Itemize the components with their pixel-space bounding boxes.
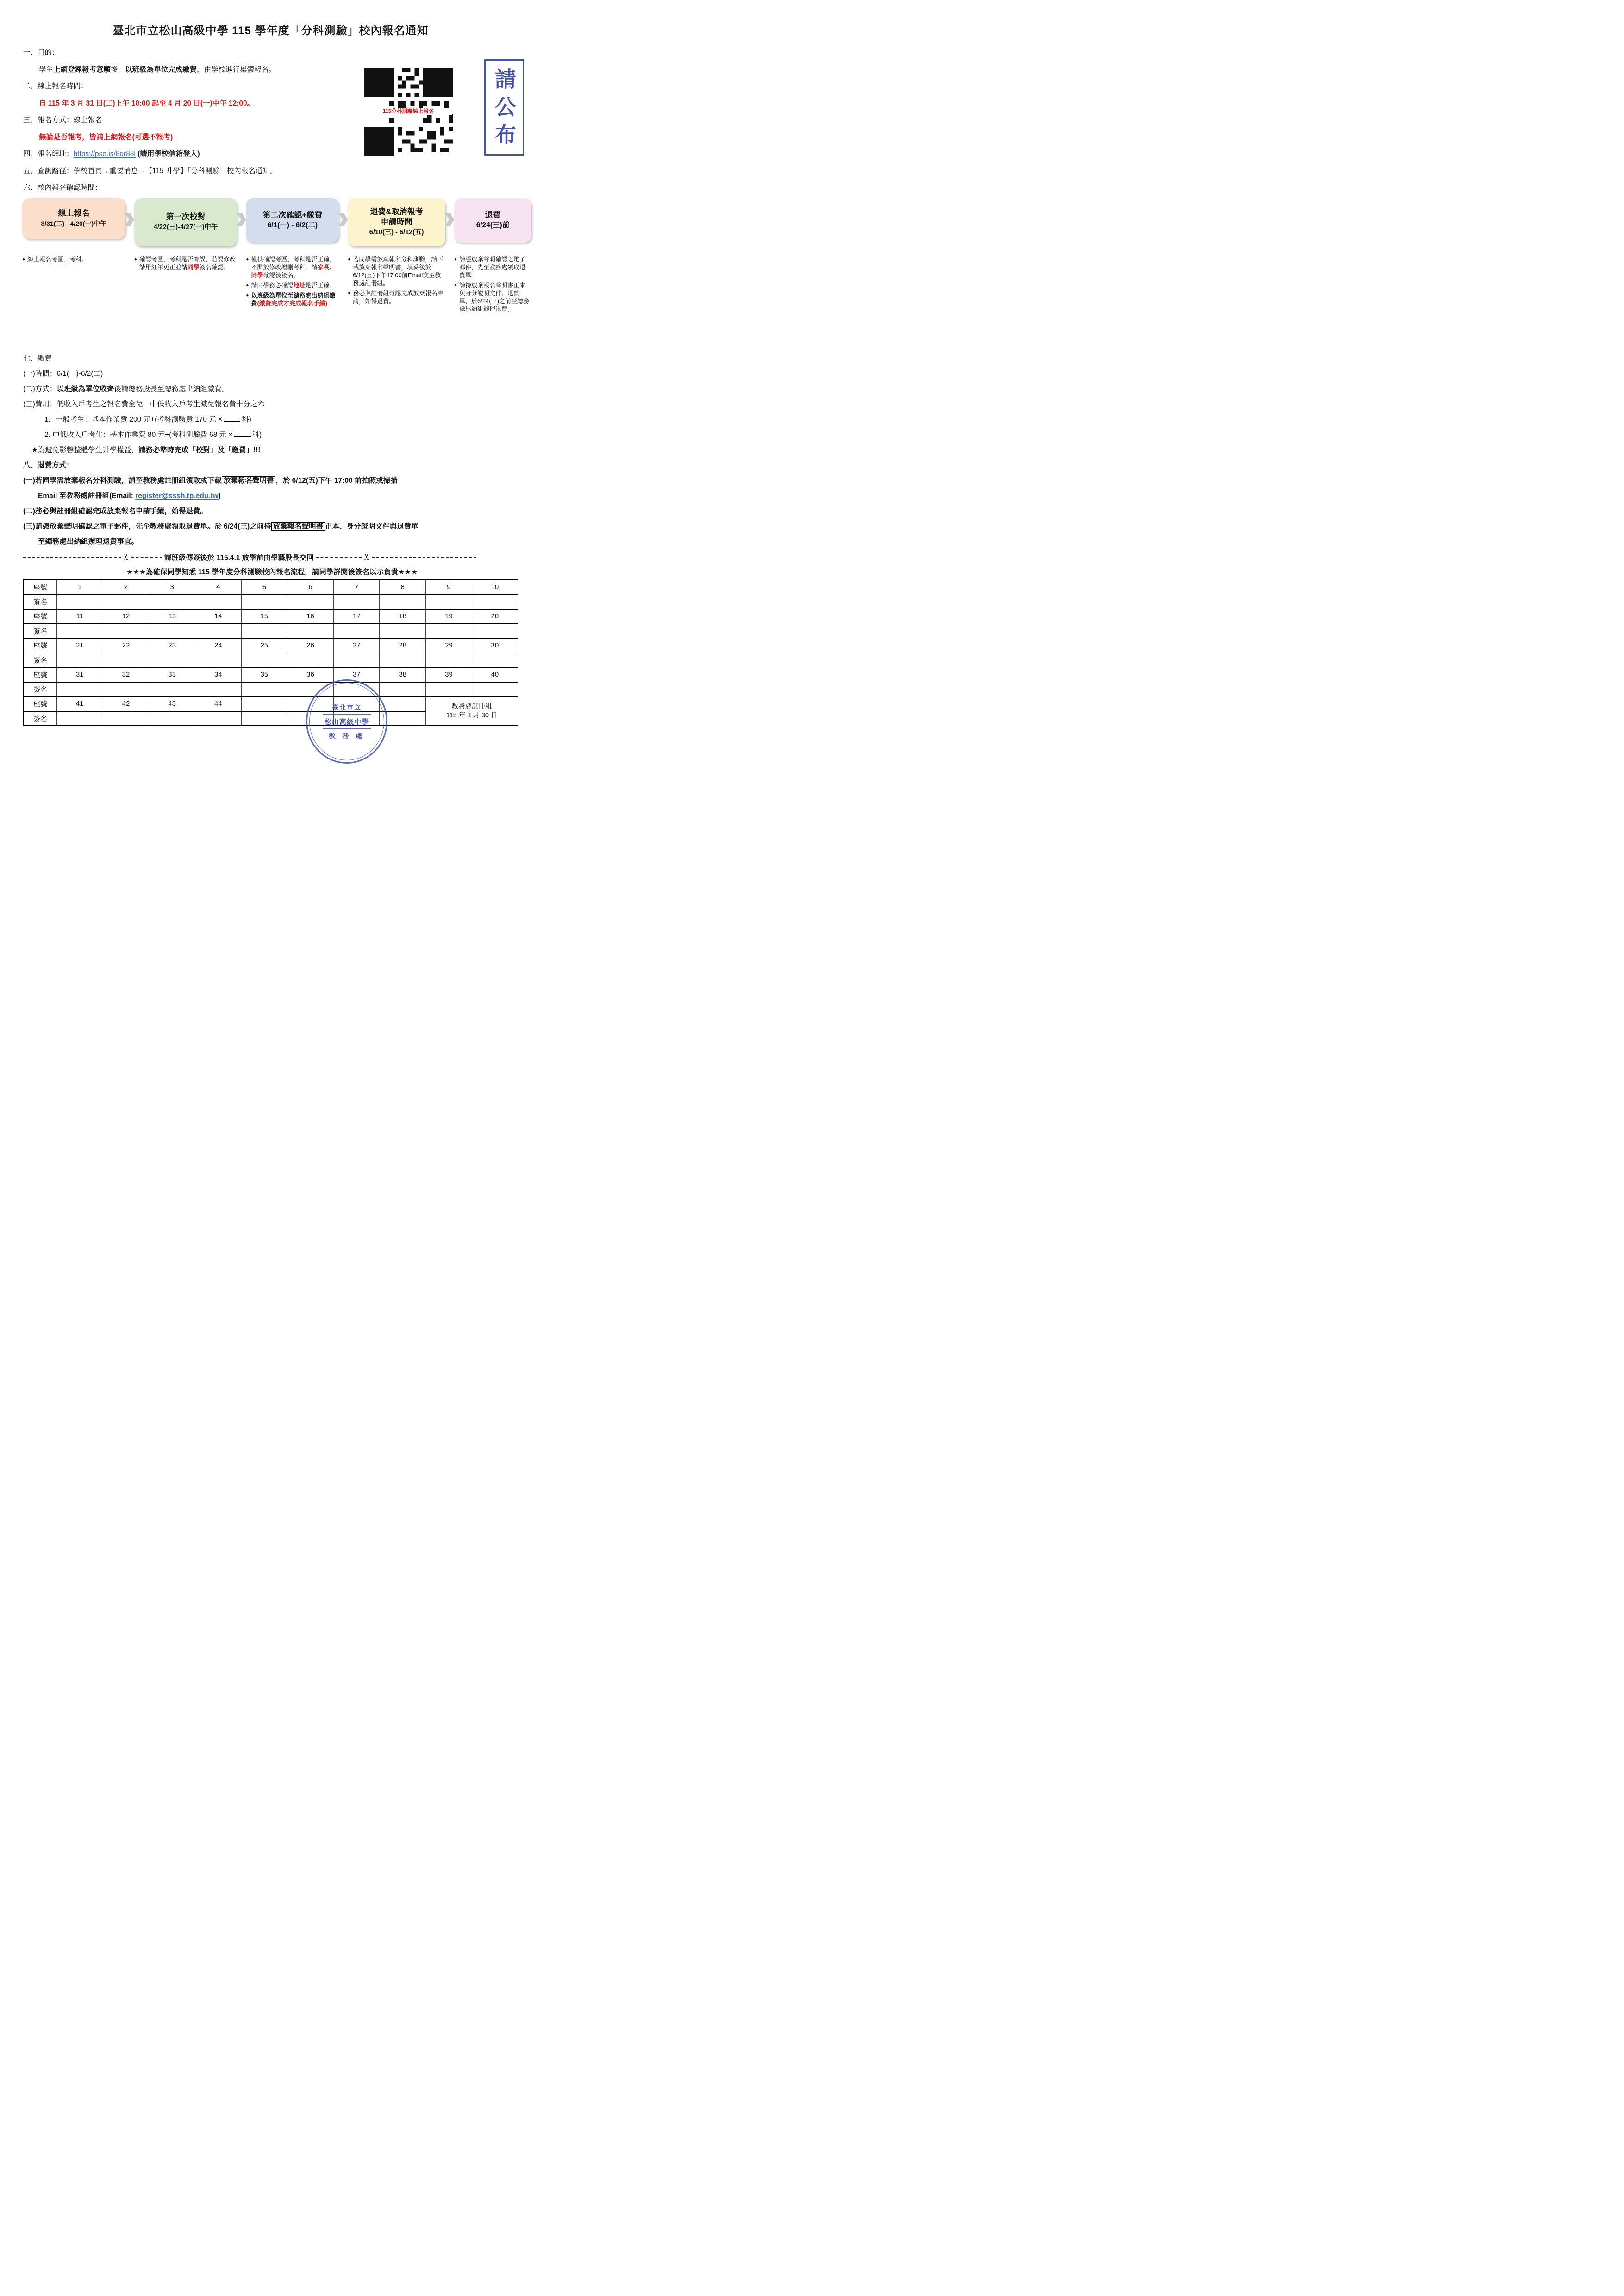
sign-cell [57,653,103,668]
register-email-link[interactable]: register@sssh.tp.edu.tw [135,492,219,500]
sign-cell [287,653,334,668]
cut-here-line [23,549,521,565]
sign-row [24,624,518,639]
seat-cell: 40 [472,667,518,682]
seat-cell: 8 [380,580,426,595]
sign-cell [149,711,195,726]
seat-cell: 17 [333,609,380,624]
seat-cell: 44 [195,697,241,711]
qr-code [364,68,453,156]
timeline-flow [22,198,531,246]
seat-cell: 25 [241,638,287,653]
arrow-right-icon [237,213,246,226]
refund-step-3: (三)請憑放棄聲明確認之電子郵件，先至教務處領取退費單。於 6/24(三)之前持 放棄報名聲明書 正本、身分證明文件與退費單 [23,523,418,530]
sign-cell [241,624,287,639]
seat-label: 座號 [24,667,57,682]
sign-cell [333,653,380,668]
sign-cell [426,682,472,697]
section-7-heading: 七、繳費 [23,355,52,362]
seat-cell [241,697,287,711]
item-6-confirm-time: 六、校內報名確認時間： [23,184,102,192]
sign-cell [149,653,195,668]
sign-cell [426,595,472,610]
sign-cell [380,653,426,668]
seat-cell: 33 [149,667,195,682]
note-item: ● 僅供確認考區、考科是否正確，不開放修改增刪考科，請家長、同學確認後簽名。 [246,255,339,279]
arrow-right-icon [445,213,454,226]
page-title: 臺北市立松山高級中學 115 學年度「分科測驗」校內報名通知 [112,25,429,37]
sign-cell [241,653,287,668]
fill-in-blank [224,414,240,422]
seat-cell: 10 [472,580,518,595]
flow-box-refund: 退費 6/24(三)前 [454,198,531,243]
dashed-rule [131,557,162,558]
seat-cell: 21 [57,638,103,653]
note-item: ● 線上報名考區、考科。 [22,255,125,263]
sign-cell [333,624,380,639]
seat-cell: 36 [287,667,334,682]
seat-cell: 32 [103,667,149,682]
seat-row [24,580,518,595]
scissors-icon: ✂ [121,553,131,561]
sign-cell [195,624,241,639]
note-item: ● 以班級為單位至總務處出納組繳費(繳費完成才完成報名手續) [246,292,339,307]
item-2-deadline: 自 115 年 3 月 31 日(二)上午 10:00 起至 4 月 20 日(一)中午 12:00。 [39,99,255,107]
seat-cell: 11 [57,609,103,624]
seat-cell: 26 [287,638,334,653]
sign-cell [57,595,103,610]
sign-cell [195,595,241,610]
flow-box-refund-cancel-window: 退費&取消報考 申請時間 6/10(三) - 6/12(五) [348,198,445,246]
note-item: ● 若同學需放棄報名分科測驗，請下載放棄報名聲明書，填妥後於6/12(五)下午17:00前Email交至教務處註冊組。 [348,255,445,287]
sign-cell [472,595,518,610]
star-reminder: ★為避免影響整體學生升學權益，請務必準時完成「校對」及「繳費」!!! [31,446,261,454]
notes-col-refund [454,255,531,315]
seat-cell: 14 [195,609,241,624]
seat-cell: 31 [57,667,103,682]
flow-box-online-registration: 線上報名 3/31(二) - 4/20(一)中午 [22,198,125,239]
refund-step-1: (一)若同學需放棄報名分科測驗，請至教務處註冊組領取或下載 放棄報名聲明書 ，於 6/12(五)下午 17:00 前拍照或掃描 [23,477,398,485]
sign-cell [195,682,241,697]
office-note [426,697,518,726]
sign-cell [472,682,518,697]
publish-stamp: 請公布 [484,59,524,156]
arrow-right-icon [125,213,134,226]
column-spacer [445,255,454,315]
office-note-date: 115 年 3 月 30 日 [446,711,498,719]
seat-cell: 9 [426,580,472,595]
seal-line-3: 教 務 處 [329,732,365,740]
seat-cell: 18 [380,609,426,624]
sign-cell [103,711,149,726]
sign-cell [149,595,195,610]
sign-cell [103,682,149,697]
sign-cell [57,682,103,697]
fill-in-blank [234,429,251,437]
seal-divider [323,714,371,715]
seat-cell: 37 [333,667,380,682]
sign-cell [149,624,195,639]
section-8-heading: 八、退費方式： [23,461,74,469]
seat-cell: 20 [472,609,518,624]
fee-low-income: 2. 中低收入戶考生：基本作業費 80 元+(考科測驗費 68 元 × 科) [23,427,521,442]
seat-cell: 41 [57,697,103,711]
sign-cell [103,624,149,639]
seat-cell: 13 [149,609,195,624]
sign-label: 簽名 [24,624,57,639]
flow-box-first-proofread: 第一次校對 4/22(三)-4/27(一)中午 [134,198,237,246]
item-3-note: 無論是否報考，皆請上網報名(可選不報考) [39,133,173,141]
refund-step-2: (二)務必與註冊組確認完成放棄報名申請手續，始得退費。 [23,507,207,515]
sign-row [24,682,518,697]
note-item: ● 確認考區、考科是否有誤，若要修改請用紅筆更正並請同學簽名確認。 [134,255,237,271]
sign-cell [380,682,426,697]
notice-page [0,0,541,765]
item-3-method: 三、報名方式：線上報名 [23,116,102,124]
seal-line-2: 松山高級中學 [324,717,369,726]
sign-cell [380,595,426,610]
seat-cell: 22 [103,638,149,653]
seat-cell: 28 [380,638,426,653]
sign-cell [241,595,287,610]
seat-cell: 34 [195,667,241,682]
seat-cell: 23 [149,638,195,653]
seal-divider [323,728,371,729]
sign-cell [426,653,472,668]
notes-col-second-confirm-pay [246,255,339,315]
seat-cell: 29 [426,638,472,653]
office-note-name: 教務處註冊組 [451,703,492,710]
seat-row [24,667,518,682]
sign-cell [195,653,241,668]
seat-cell: 5 [241,580,287,595]
sign-cell [57,711,103,726]
flow-box-second-confirm-pay: 第二次確認+繳費 6/1(一) - 6/2(二) [246,198,339,243]
sign-row [24,653,518,668]
sign-label: 簽名 [24,595,57,610]
signature-instruction: ★★★為確保同學知悉 115 學年度分科測驗校內報名流程，請同學詳閱後簽名以示負責★★★ [126,568,418,576]
seat-cell: 16 [287,609,334,624]
seat-cell: 43 [149,697,195,711]
signature-table [23,579,518,726]
note-item: ● 請憑放棄聲明確認之電子郵件，先至教務處領取退費單。 [454,255,531,279]
seat-label: 座號 [24,638,57,653]
seat-cell: 42 [103,697,149,711]
notes-col-online-registration [22,255,125,315]
sections-7-8 [23,351,521,580]
sign-cell [472,624,518,639]
seat-row [24,609,518,624]
sign-label: 簽名 [24,653,57,668]
note-item: ● 請同學務必確認地址是否正確。 [246,281,339,289]
sign-cell [195,711,241,726]
sign-cell [149,682,195,697]
declaration-box: 放棄報名聲明書 [271,522,325,531]
item-5-path: 五、查詢路徑：學校首頁→重要消息→【115 升學】「分科測驗」校內報名通知。 [23,167,277,175]
sign-cell [426,624,472,639]
payment-time: (一)時間：6/1(一)-6/2(二) [23,370,103,378]
item-1-body: 學生上網登錄報考意願後，以班級為單位完成繳費，由學校進行集體報名。 [39,65,276,74]
sign-cell [241,682,287,697]
sign-row [24,595,518,610]
seat-label: 座號 [24,697,57,711]
refund-step-1-email: Email 至教務處註冊組(Email: register@sssh.tp.edu.tw) [38,492,221,500]
notes-col-first-proofread [134,255,237,315]
seat-label: 座號 [24,609,57,624]
sign-cell [333,595,380,610]
item-1-purpose: 一、目的： [23,49,59,56]
sign-label: 簽名 [24,682,57,697]
seat-cell: 30 [472,638,518,653]
sign-cell [103,595,149,610]
sign-cell [287,595,334,610]
seat-cell [380,697,426,711]
notes-col-refund-cancel [348,255,445,315]
item-2-time: 二、線上報名時間： [23,82,88,90]
dashed-rule [23,557,121,558]
seat-cell: 3 [149,580,195,595]
note-item: ● 務必與註冊組確認完成放棄報名申請，始得退費。 [348,289,445,305]
seat-cell: 4 [195,580,241,595]
dashed-rule [316,557,362,558]
seat-label: 座號 [24,580,57,595]
column-spacer [125,255,134,315]
refund-step-3-cont: 至總務處出納組辦理退費事宜。 [38,538,139,546]
sign-cell [241,711,287,726]
payment-method: (二)方式：以班級為單位收齊後請總務股長至總務處出納組繳費。 [23,385,229,393]
seat-cell: 1 [57,580,103,595]
seat-row [24,638,518,653]
seal-line-1: 臺北市立 [332,704,362,712]
dashed-rule [372,557,476,558]
seat-cell: 7 [333,580,380,595]
seat-cell: 2 [103,580,149,595]
fee-general: 1．一般考生：基本作業費 200 元+(考科測驗費 170 元 × 科) [23,412,521,427]
note-item: ● 請持放棄報名聲明書正本與身分證明文件、退費單，於6/24(三)之前至總務處出納組辦理退費。 [454,281,531,313]
intro-list [23,44,361,197]
flow-notes [22,255,531,315]
seat-cell: 6 [287,580,334,595]
item-4-url: 四、報名網址：https://pse.is/8qr88l (請用學校信箱登入) [23,150,200,158]
sign-cell [103,653,149,668]
column-spacer [237,255,246,315]
sign-cell [57,624,103,639]
sign-label: 簽名 [24,711,57,726]
registration-link[interactable]: https://pse.is/8qr88l [73,150,136,158]
declaration-box: 放棄報名聲明書 [222,476,276,485]
school-seal [306,679,387,764]
scissors-icon: ✂ [362,553,372,561]
seat-cell: 24 [195,638,241,653]
seat-cell: 38 [380,667,426,682]
seat-cell: 19 [426,609,472,624]
sign-cell [287,624,334,639]
cut-line-text: 請班級傳簽後於 115.4.1 放學前由學藝股長交回 [164,554,314,562]
seat-cell: 15 [241,609,287,624]
payment-fee: (三)費用：低收入戶考生之報名費全免，中低收入戶考生減免報名費十分之六 [23,400,265,408]
seat-cell: 39 [426,667,472,682]
column-spacer [339,255,348,315]
arrow-right-icon [339,213,348,226]
seat-row [24,697,518,711]
sign-cell [472,653,518,668]
qr-code-label: 115分科測驗線上報名 [365,108,452,115]
sign-cell [380,624,426,639]
seat-cell: 12 [103,609,149,624]
seat-cell: 27 [333,638,380,653]
seat-cell: 35 [241,667,287,682]
